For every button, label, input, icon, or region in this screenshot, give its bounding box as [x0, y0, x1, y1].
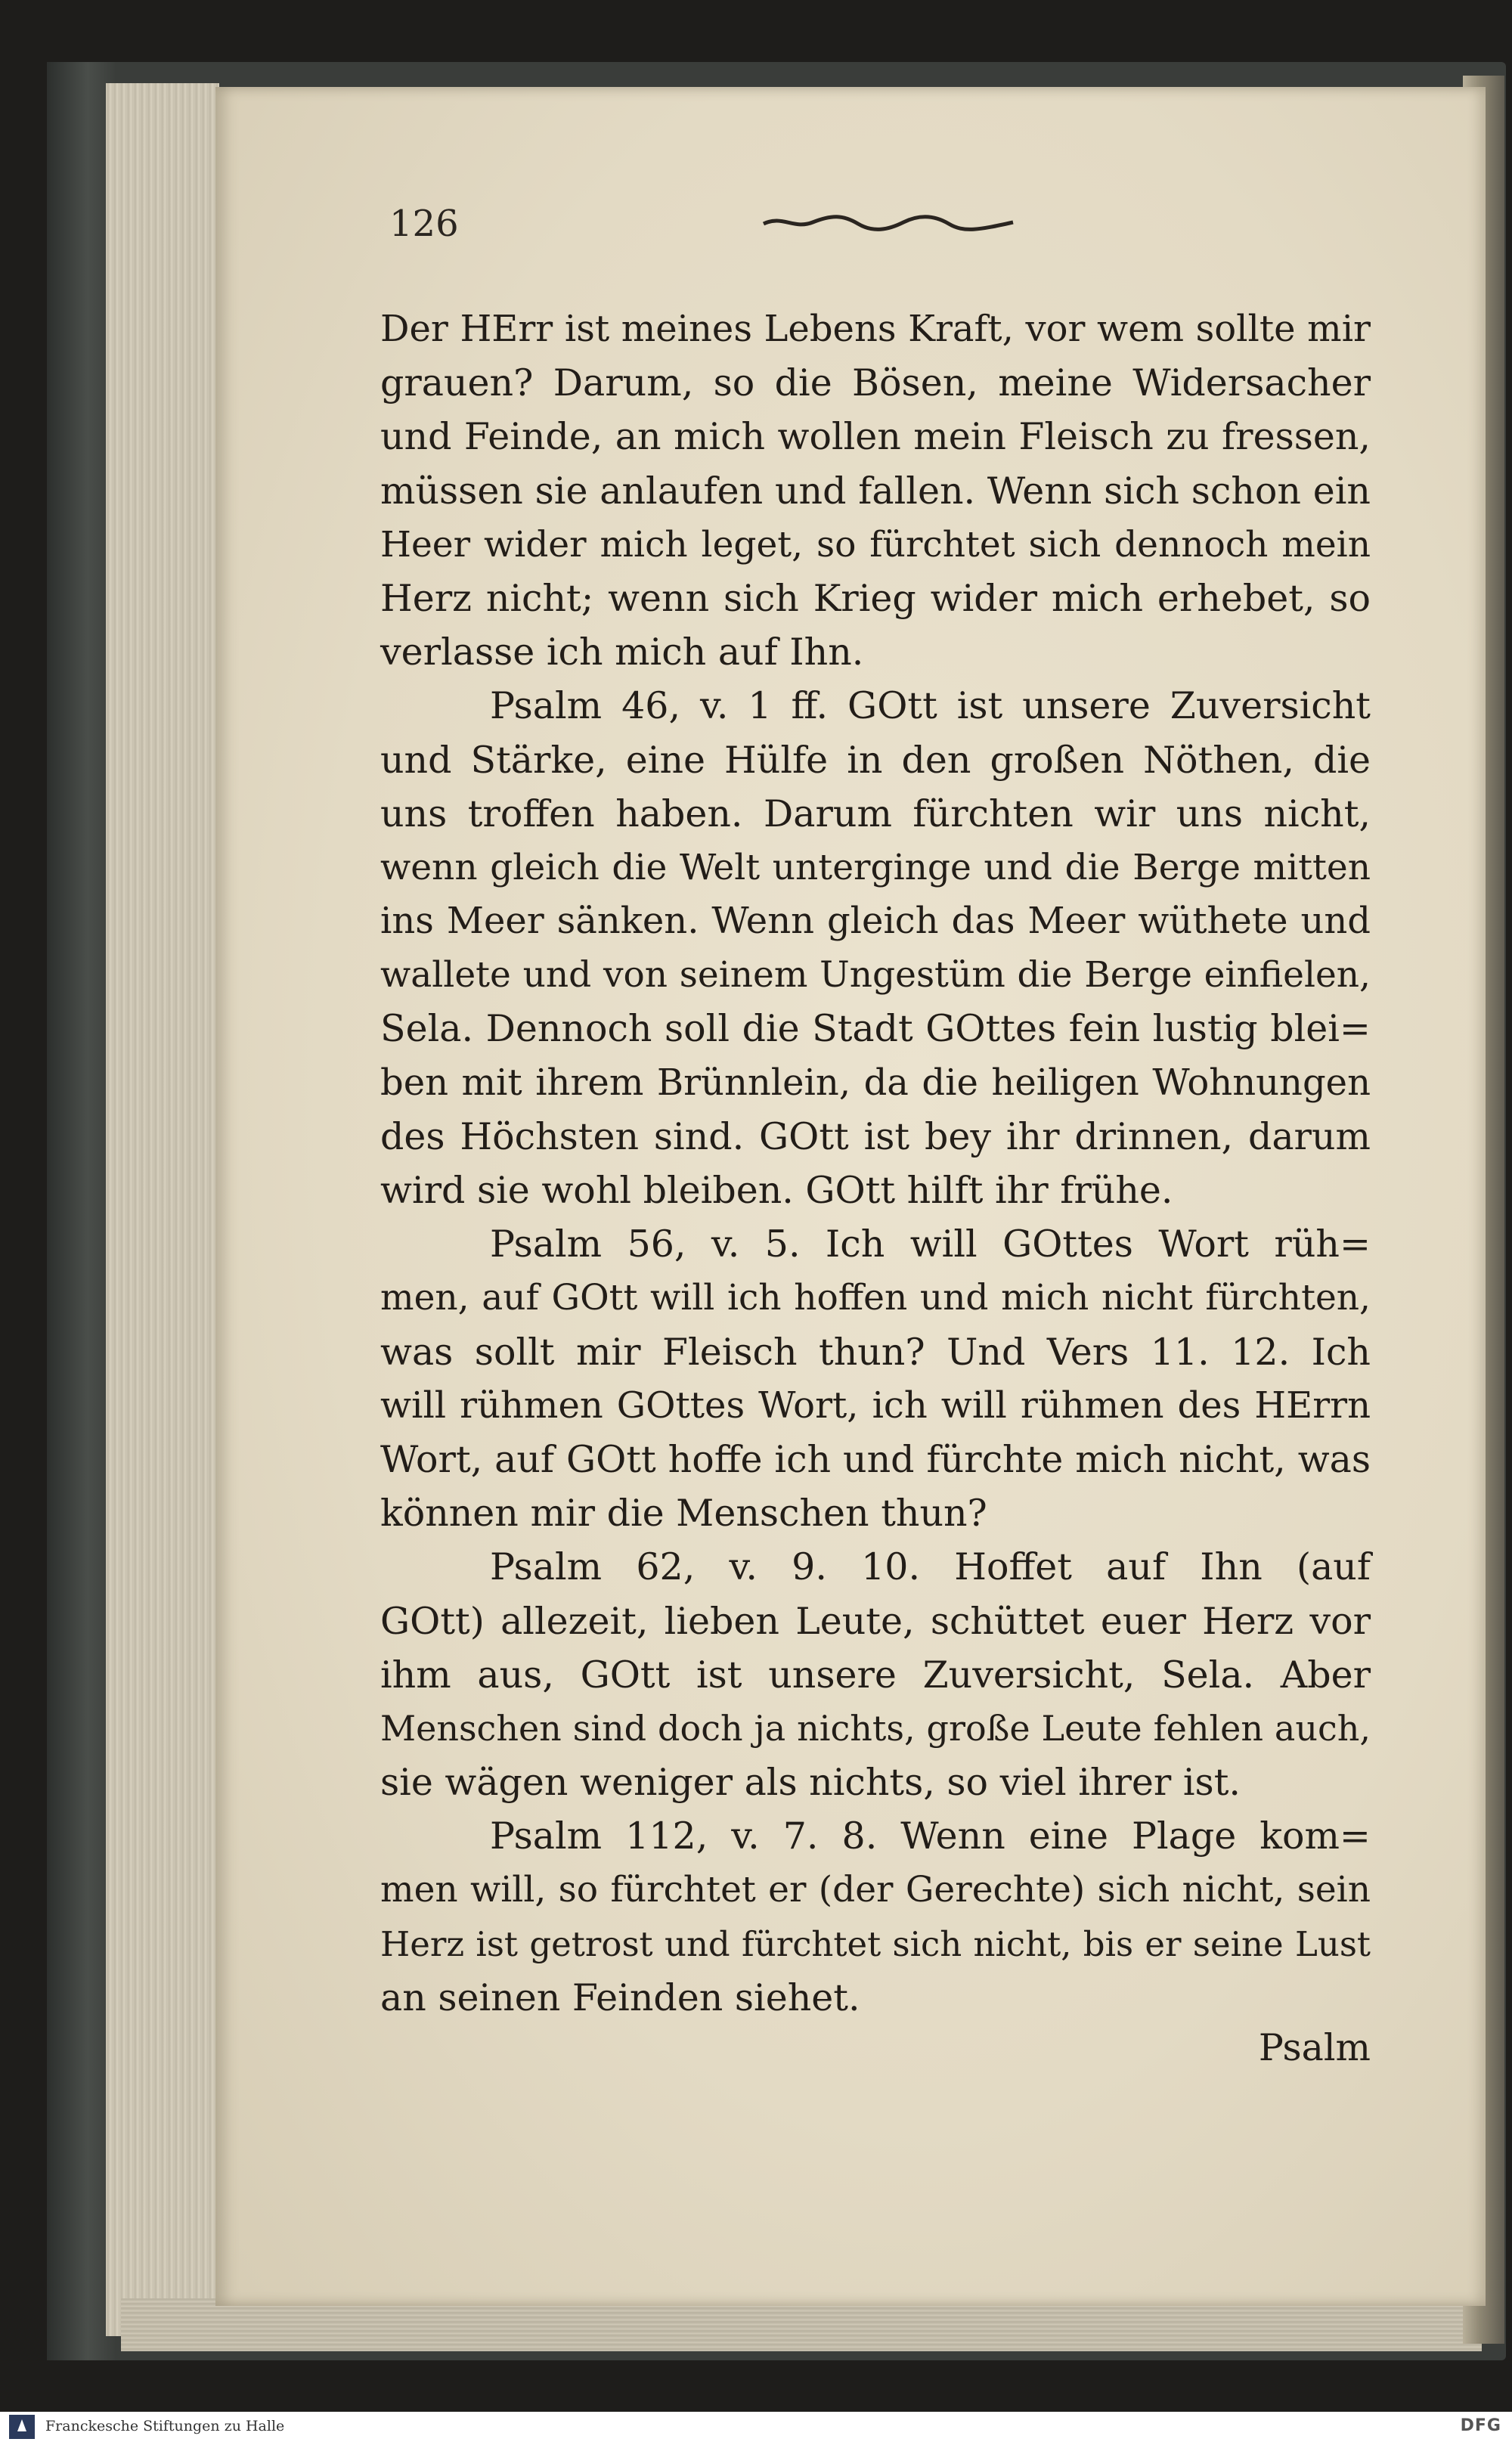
- text-line: müssen sie anlaufen und fallen. Wenn sich schon ein: [380, 469, 1371, 513]
- text-line: Menschen sind doch ja nichts, große Leute fehlen auch,: [380, 1707, 1371, 1749]
- text-line: men will, so fürchtet er (der Gerechte) sich nicht, sein: [380, 1869, 1371, 1911]
- text-line: Psalm 62, v. 9. 10. Hoffet auf Ihn (auf: [490, 1545, 1371, 1589]
- text-line: ins Meer sänken. Wenn gleich das Meer wüthete und: [380, 900, 1371, 943]
- text-line: wallete und von seinem Ungestüm die Berge einfielen,: [380, 954, 1371, 996]
- text-line: an seinen Feinden siehet.: [380, 1976, 860, 2019]
- cover-spine-edge: [47, 62, 115, 2360]
- text-line: grauen? Darum, so die Bösen, meine Widersacher: [380, 361, 1371, 405]
- text-line: und Stärke, eine Hülfe in den großen Nöthen, die: [380, 738, 1371, 782]
- text-line: des Höchsten sind. GOtt ist bey ihr drinnen, darum: [380, 1114, 1371, 1158]
- text-line: wenn gleich die Welt unterginge und die Berge mitten: [380, 846, 1371, 888]
- text-line: und Feinde, an mich wollen mein Fleisch zu fressen,: [380, 415, 1371, 459]
- text-line: uns troffen haben. Darum fürchten wir uns nicht,: [380, 792, 1371, 835]
- text-line: verlasse ich mich auf Ihn.: [380, 631, 864, 674]
- institution-logo-icon: [9, 2415, 35, 2439]
- text-line: was sollt mir Fleisch thun? Und Vers 11. 12. Ich: [380, 1330, 1371, 1374]
- text-line: Psalm 56, v. 5. Ich will GOttes Wort rüh=: [490, 1223, 1371, 1266]
- catchword-row: [380, 2026, 1371, 2081]
- page-number: 126: [389, 203, 459, 245]
- institution-name: Franckesche Stiftungen zu Halle: [45, 2418, 285, 2434]
- text-line: ihm aus, GOtt ist unsere Zuversicht, Sela. Aber: [380, 1653, 1371, 1697]
- text-line: Der HErr ist meines Lebens Kraft, vor wem sollte mir: [380, 308, 1371, 350]
- text-line: Psalm 46, v. 1 ff. GOtt ist unsere Zuversicht: [490, 684, 1371, 728]
- text-line: will rühmen GOttes Wort, ich will rühmen des HErrn: [380, 1384, 1371, 1427]
- text-line: ben mit ihrem Brünnlein, da die heiligen Wohnungen: [380, 1061, 1371, 1104]
- body-text: [380, 302, 1371, 2025]
- text-line: Heer wider mich leget, so fürchtet sich dennoch mein: [380, 523, 1371, 566]
- header-ornament-icon: [760, 207, 1017, 237]
- text-line: wird sie wohl bleiben. GOtt hilft ihr frühe.: [380, 1169, 1173, 1212]
- text-line: Herz nicht; wenn sich Krieg wider mich erhebet, so: [380, 576, 1371, 620]
- catchword: Psalm: [1258, 2026, 1371, 2069]
- page-block-edge: [106, 83, 219, 2336]
- footer-bar: [0, 2412, 1512, 2442]
- text-line: men, auf GOtt will ich hoffen und mich nicht fürchten,: [380, 1277, 1371, 1319]
- text-line: Herz ist getrost und fürchtet sich nicht, bis er seine Lust: [380, 1923, 1371, 1964]
- text-line: Sela. Dennoch soll die Stadt GOttes fein lustig blei=: [380, 1007, 1371, 1051]
- dfg-logo: DFG: [1460, 2416, 1501, 2435]
- text-line: GOtt) allezeit, lieben Leute, schüttet euer Herz vor: [380, 1599, 1371, 1643]
- text-line: können mir die Menschen thun?: [380, 1492, 987, 1536]
- page-block-bottom-edge: [121, 2298, 1482, 2351]
- page-header: [389, 203, 994, 248]
- text-line: Psalm 112, v. 7. 8. Wenn eine Plage kom=: [490, 1814, 1371, 1858]
- text-line: sie wägen weniger als nichts, so viel ihrer ist.: [380, 1761, 1241, 1805]
- text-line: Wort, auf GOtt hoffe ich und fürchte mich nicht, was: [380, 1437, 1371, 1481]
